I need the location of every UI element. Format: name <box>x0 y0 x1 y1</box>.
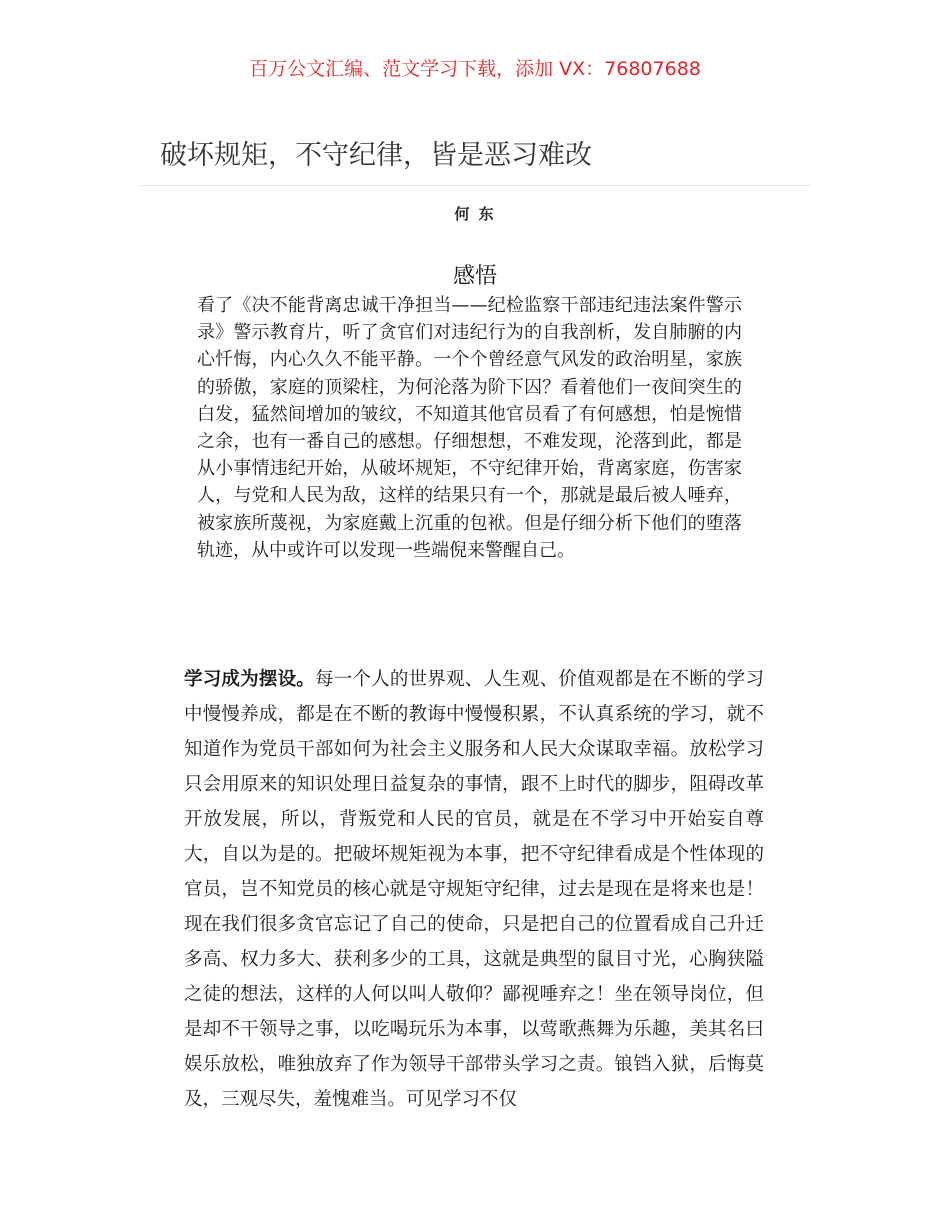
section-heading: 感悟 <box>452 264 497 289</box>
intro-paragraph: 看了《决不能背离忠诚干净担当——纪检监察干部违纪违法案件警示录》警示教育片，听了贪官们对违纪行为的自我剖析，发自肺腑的内心忏悔，内心久久不能平静。一个个曾经意气风发的政治明星，家族的骄傲，家庭的顶梁柱，为何沦落为阶下囚？看着他们一夜间突生的白发，猛然间增加的皱纹，不知道其他官员看了有何感想，怕是惋惜之余，也有一番自己的感想。仔细想想，不难发现，沦落到此，都是从小事情违纪开始，从破坏规矩，不守纪律开始，背离家庭，伤害家人，与党和人民为敌，这样的结果只有一个，那就是最后被人唾弃，被家族所蔑视，为家庭戴上沉重的包袱。但是仔细分析下他们的堕落轨迹，从中或许可以发现一些端倪来警醒自己。 <box>197 295 742 561</box>
body-paragraph <box>184 662 764 1117</box>
header-banner: 百万公文汇编、范文学习下载，添加 VX：76807688 <box>249 58 701 80</box>
paragraph-lead: 学习成为摆设。 <box>184 669 316 690</box>
title-divider <box>140 185 811 186</box>
article-title: 破坏规矩，不守纪律，皆是恶习难改 <box>160 140 592 171</box>
paragraph-text: 每一个人的世界观、人生观、价值观都是在不断的学习中慢慢养成，都是在不断的教诲中慢慢积累，不认真系统的学习，就不知道作为党员干部如何为社会主义服务和人民大众谋取幸福。放松学习只会用原来的知识处理日益复杂的事情，跟不上时代的脚步，阻碍改革开放发展，所以，背叛党和人民的官员，就是在不学习中开始妄自尊大，自以为是的。把破坏规矩视为本事，把不守纪律看成是个性体现的官员，岂不知党员的核心就是守规矩守纪律，过去是现在是将来也是！现在我们很多贪官忘记了自己的使命，只是把自己的位置看成自己升迁多高、权力多大、获利多少的工具，这就是典型的鼠目寸光，心胸狭隘之徒的想法，这样的人何以叫人敬仰？鄙视唾弃之！坐在领导岗位，但是却不干领导之事，以吃喝玩乐为本事，以莺歌燕舞为乐趣，美其名曰娱乐放松，唯独放弃了作为领导干部带头学习之责。锒铛入狱，后悔莫及，三观尽失，羞愧难当。可见学习不仅 <box>184 669 764 1110</box>
article-author: 何 东 <box>454 205 496 223</box>
